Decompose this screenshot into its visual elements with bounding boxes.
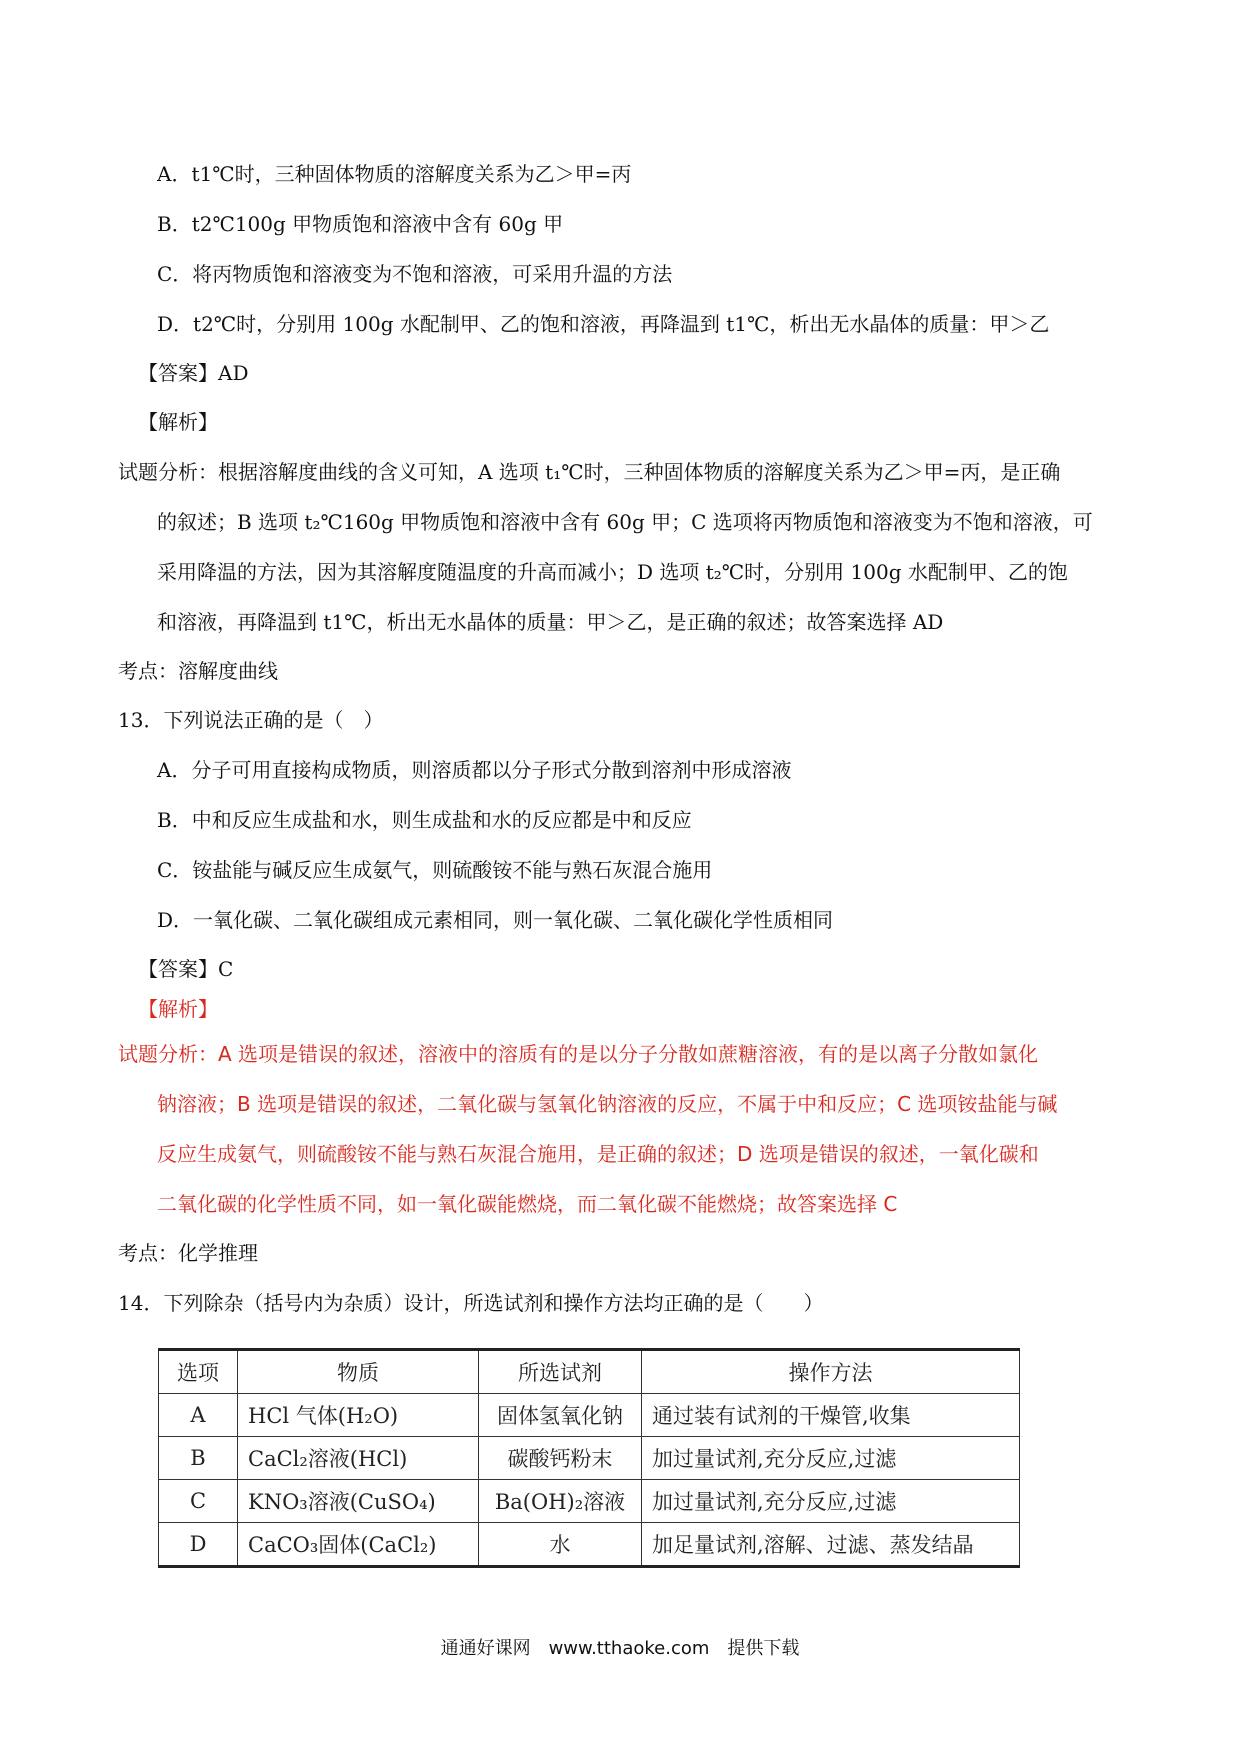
q13-analysis-line-4: 二氧化碳的化学性质不同，如一氧化碳能燃烧，而二氧化碳不能燃烧；故答案选择 C <box>157 1192 898 1216</box>
cell-reagent: 碳酸钙粉末 <box>479 1437 642 1480</box>
table-row <box>159 1523 1020 1567</box>
cell-reagent: Ba(OH)₂溶液 <box>479 1480 642 1523</box>
cell-substance: KNO₃溶液(CuSO₄) <box>238 1480 479 1523</box>
q13-analysis-line-2: 钠溶液；B 选项是错误的叙述，二氧化碳与氢氧化钠溶液的反应，不属于中和反应；C 选项铵盐能与碱 <box>157 1092 1058 1116</box>
header-reagent: 所选试剂 <box>479 1350 642 1394</box>
page-footer: 通通好课网 www.tthaoke.com 提供下载 <box>440 1638 800 1659</box>
q13-analysis-line-3: 反应生成氨气，则硫酸铵不能与熟石灰混合施用，是正确的叙述；D 选项是错误的叙述，一氧化碳和 <box>157 1142 1039 1166</box>
cell-option: B <box>159 1437 238 1480</box>
q13-kaodian: 考点：化学推理 <box>118 1241 258 1265</box>
cell-option: D <box>159 1523 238 1567</box>
q13-analysis-line-1: 试题分析：A 选项是错误的叙述，溶液中的溶质有的是以分子分散如蔗糖溶液，有的是以离子分散如氯化 <box>118 1042 1039 1066</box>
cell-method: 加过量试剂,充分反应,过滤 <box>642 1480 1020 1523</box>
header-substance: 物质 <box>238 1350 479 1394</box>
cell-substance: CaCl₂溶液(HCl) <box>238 1437 479 1480</box>
q14-options-table <box>158 1348 1020 1568</box>
q12-option-d: D．t2℃时，分别用 100g 水配制甲、乙的饱和溶液，再降温到 t1℃，析出无水晶体的质量：甲＞乙 <box>157 312 1050 336</box>
q12-analysis-label: 【解析】 <box>138 410 218 434</box>
q12-analysis-line-1: 试题分析：根据溶解度曲线的含义可知，A 选项 t₁℃时，三种固体物质的溶解度关系为乙＞甲=丙，是正确 <box>118 460 1061 484</box>
q12-answer: 【答案】AD <box>138 361 249 385</box>
q13-option-c: C．铵盐能与碱反应生成氨气，则硫酸铵不能与熟石灰混合施用 <box>157 858 713 882</box>
cell-method: 通过装有试剂的干燥管,收集 <box>642 1394 1020 1437</box>
cell-option: C <box>159 1480 238 1523</box>
q12-option-c: C．将丙物质饱和溶液变为不饱和溶液，可采用升温的方法 <box>157 262 673 286</box>
header-option: 选项 <box>159 1350 238 1394</box>
q13-option-a: A．分子可用直接构成物质，则溶质都以分子形式分散到溶剂中形成溶液 <box>157 758 792 782</box>
q13-answer: 【答案】C <box>138 957 234 981</box>
q13-option-d: D．一氧化碳、二氧化碳组成元素相同，则一氧化碳、二氧化碳化学性质相同 <box>157 908 834 932</box>
cell-reagent: 水 <box>479 1523 642 1567</box>
q12-analysis-line-4: 和溶液，再降温到 t1℃，析出无水晶体的质量：甲＞乙，是正确的叙述；故答案选择 AD <box>157 610 944 634</box>
table-row <box>159 1480 1020 1523</box>
q12-option-a: A．t1℃时，三种固体物质的溶解度关系为乙＞甲=丙 <box>157 162 632 186</box>
cell-reagent: 固体氢氧化钠 <box>479 1394 642 1437</box>
table-row <box>159 1394 1020 1437</box>
cell-method: 加足量试剂,溶解、过滤、蒸发结晶 <box>642 1523 1020 1567</box>
cell-method: 加过量试剂,充分反应,过滤 <box>642 1437 1020 1480</box>
cell-substance: CaCO₃固体(CaCl₂) <box>238 1523 479 1567</box>
cell-option: A <box>159 1394 238 1437</box>
q12-analysis-line-2: 的叙述；B 选项 t₂℃160g 甲物质饱和溶液中含有 60g 甲；C 选项将丙物质饱和溶液变为不饱和溶液，可 <box>157 510 1093 534</box>
q13-stem: 13．下列说法正确的是（ ） <box>118 708 384 732</box>
table-header-row <box>159 1350 1020 1394</box>
q12-kaodian: 考点：溶解度曲线 <box>118 659 278 683</box>
q14-stem: 14．下列除杂（括号内为杂质）设计，所选试剂和操作方法均正确的是（ ） <box>118 1291 824 1315</box>
q13-analysis-label: 【解析】 <box>138 997 218 1021</box>
cell-substance: HCl 气体(H₂O) <box>238 1394 479 1437</box>
table-row <box>159 1437 1020 1480</box>
q13-option-b: B．中和反应生成盐和水，则生成盐和水的反应都是中和反应 <box>157 808 692 832</box>
q12-analysis-line-3: 采用降温的方法，因为其溶解度随温度的升高而减小；D 选项 t₂℃时，分别用 100g 水配制甲、乙的饱 <box>157 560 1068 584</box>
q12-option-b: B．t2℃100g 甲物质饱和溶液中含有 60g 甲 <box>157 212 564 236</box>
header-method: 操作方法 <box>642 1350 1020 1394</box>
